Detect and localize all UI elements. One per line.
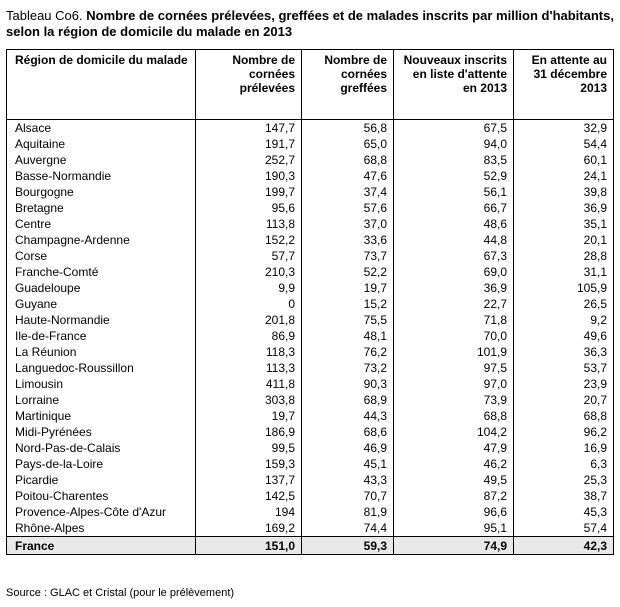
cell-prelevees: 199,7 bbox=[196, 184, 302, 200]
cell-nouveaux-inscrits: 47,9 bbox=[394, 440, 514, 456]
cell-greffees: 48,1 bbox=[302, 328, 394, 344]
cell-en-attente: 9,2 bbox=[514, 312, 614, 328]
cell-nouveaux-inscrits: 96,6 bbox=[394, 504, 514, 520]
table-row bbox=[7, 216, 614, 232]
cell-en-attente: 20,1 bbox=[514, 232, 614, 248]
cell-prelevees: 118,3 bbox=[196, 344, 302, 360]
cell-en-attente: 35,1 bbox=[514, 216, 614, 232]
cell-region: Midi-Pyrénées bbox=[7, 424, 196, 440]
cell-region: Franche-Comté bbox=[7, 264, 196, 280]
total-row bbox=[7, 537, 614, 555]
cell-prelevees: 57,7 bbox=[196, 248, 302, 264]
cell-en-attente: 57,4 bbox=[514, 520, 614, 537]
cell-greffees: 56,8 bbox=[302, 120, 394, 137]
source-note: Source : GLAC et Cristal (pour le prélèvement) bbox=[6, 587, 235, 599]
cell-nouveaux-inscrits: 48,6 bbox=[394, 216, 514, 232]
table-row bbox=[7, 296, 614, 312]
cell-region: Bretagne bbox=[7, 200, 196, 216]
cell-en-attente: 38,7 bbox=[514, 488, 614, 504]
cell-prelevees: 169,2 bbox=[196, 520, 302, 537]
cell-nouveaux-inscrits: 95,1 bbox=[394, 520, 514, 537]
cell-region: Rhône-Alpes bbox=[7, 520, 196, 537]
cell-en-attente: 53,7 bbox=[514, 360, 614, 376]
table-row bbox=[7, 120, 614, 137]
cell-region: Picardie bbox=[7, 472, 196, 488]
cell-greffees: 76,2 bbox=[302, 344, 394, 360]
cell-nouveaux-inscrits: 97,5 bbox=[394, 360, 514, 376]
cell-prelevees: 152,2 bbox=[196, 232, 302, 248]
table-caption bbox=[6, 8, 614, 40]
table-row bbox=[7, 328, 614, 344]
cell-en-attente: 25,3 bbox=[514, 472, 614, 488]
cell-prelevees: 19,7 bbox=[196, 408, 302, 424]
cell-prelevees: 113,3 bbox=[196, 360, 302, 376]
cell-greffees: 68,6 bbox=[302, 424, 394, 440]
cell-nouveaux-inscrits: 83,5 bbox=[394, 152, 514, 168]
cell-prelevees: 147,7 bbox=[196, 120, 302, 137]
cell-region: Alsace bbox=[7, 120, 196, 137]
cell-greffees: 43,3 bbox=[302, 472, 394, 488]
total-cell-en-attente: 42,3 bbox=[514, 537, 614, 555]
cell-prelevees: 86,9 bbox=[196, 328, 302, 344]
cell-prelevees: 252,7 bbox=[196, 152, 302, 168]
cell-en-attente: 23,9 bbox=[514, 376, 614, 392]
cell-nouveaux-inscrits: 22,7 bbox=[394, 296, 514, 312]
table-row bbox=[7, 312, 614, 328]
cell-region: Martinique bbox=[7, 408, 196, 424]
cell-nouveaux-inscrits: 68,8 bbox=[394, 408, 514, 424]
cell-en-attente: 68,8 bbox=[514, 408, 614, 424]
cell-prelevees: 201,8 bbox=[196, 312, 302, 328]
cell-region: Aquitaine bbox=[7, 136, 196, 152]
cell-prelevees: 99,5 bbox=[196, 440, 302, 456]
cell-region: Limousin bbox=[7, 376, 196, 392]
cell-greffees: 73,2 bbox=[302, 360, 394, 376]
table-row bbox=[7, 168, 614, 184]
cell-nouveaux-inscrits: 87,2 bbox=[394, 488, 514, 504]
cell-greffees: 75,5 bbox=[302, 312, 394, 328]
table-row bbox=[7, 344, 614, 360]
header-en-attente: En attente au 31 décembre 2013 bbox=[514, 50, 614, 120]
cell-nouveaux-inscrits: 56,1 bbox=[394, 184, 514, 200]
cell-en-attente: 26,5 bbox=[514, 296, 614, 312]
cell-en-attente: 96,2 bbox=[514, 424, 614, 440]
cell-en-attente: 36,3 bbox=[514, 344, 614, 360]
cell-prelevees: 159,3 bbox=[196, 456, 302, 472]
cell-prelevees: 142,5 bbox=[196, 488, 302, 504]
cell-nouveaux-inscrits: 97,0 bbox=[394, 376, 514, 392]
cell-greffees: 52,2 bbox=[302, 264, 394, 280]
table-row bbox=[7, 136, 614, 152]
cell-nouveaux-inscrits: 46,2 bbox=[394, 456, 514, 472]
table-row bbox=[7, 376, 614, 392]
cell-prelevees: 191,7 bbox=[196, 136, 302, 152]
cell-prelevees: 210,3 bbox=[196, 264, 302, 280]
cell-greffees: 68,9 bbox=[302, 392, 394, 408]
table-row bbox=[7, 360, 614, 376]
cell-region: Lorraine bbox=[7, 392, 196, 408]
cell-prelevees: 113,8 bbox=[196, 216, 302, 232]
cell-nouveaux-inscrits: 36,9 bbox=[394, 280, 514, 296]
header-row bbox=[7, 50, 614, 120]
total-cell-nouveaux-inscrits: 74,9 bbox=[394, 537, 514, 555]
cell-prelevees: 137,7 bbox=[196, 472, 302, 488]
cell-prelevees: 9,9 bbox=[196, 280, 302, 296]
cell-en-attente: 45,3 bbox=[514, 504, 614, 520]
cell-greffees: 37,4 bbox=[302, 184, 394, 200]
cell-nouveaux-inscrits: 73,9 bbox=[394, 392, 514, 408]
table-row bbox=[7, 200, 614, 216]
cell-region: Pays-de-la-Loire bbox=[7, 456, 196, 472]
table-row bbox=[7, 232, 614, 248]
cell-en-attente: 60,1 bbox=[514, 152, 614, 168]
cell-greffees: 73,7 bbox=[302, 248, 394, 264]
cell-nouveaux-inscrits: 71,8 bbox=[394, 312, 514, 328]
table-row bbox=[7, 488, 614, 504]
cell-region: Guyane bbox=[7, 296, 196, 312]
cell-en-attente: 32,9 bbox=[514, 120, 614, 137]
cell-en-attente: 24,1 bbox=[514, 168, 614, 184]
cell-nouveaux-inscrits: 101,9 bbox=[394, 344, 514, 360]
cell-region: Haute-Normandie bbox=[7, 312, 196, 328]
cell-region: Provence-Alpes-Côte d'Azur bbox=[7, 504, 196, 520]
cell-en-attente: 39,8 bbox=[514, 184, 614, 200]
cell-nouveaux-inscrits: 69,0 bbox=[394, 264, 514, 280]
cell-prelevees: 194 bbox=[196, 504, 302, 520]
cell-nouveaux-inscrits: 44,8 bbox=[394, 232, 514, 248]
cell-region: Languedoc-Roussillon bbox=[7, 360, 196, 376]
cell-greffees: 47,6 bbox=[302, 168, 394, 184]
caption-label: Tableau Co6. bbox=[6, 8, 83, 23]
cell-region: Ile-de-France bbox=[7, 328, 196, 344]
header-region: Région de domicile du malade bbox=[7, 50, 196, 120]
table-body bbox=[7, 120, 614, 555]
cell-greffees: 65,0 bbox=[302, 136, 394, 152]
cell-region: Basse-Normandie bbox=[7, 168, 196, 184]
data-table bbox=[6, 49, 614, 555]
cell-region: La Réunion bbox=[7, 344, 196, 360]
table-row bbox=[7, 264, 614, 280]
cell-prelevees: 0 bbox=[196, 296, 302, 312]
table-row bbox=[7, 392, 614, 408]
cell-greffees: 90,3 bbox=[302, 376, 394, 392]
cell-greffees: 45,1 bbox=[302, 456, 394, 472]
total-cell-greffees: 59,3 bbox=[302, 537, 394, 555]
cell-greffees: 81,9 bbox=[302, 504, 394, 520]
cell-nouveaux-inscrits: 67,5 bbox=[394, 120, 514, 137]
table-row bbox=[7, 520, 614, 537]
cell-en-attente: 16,9 bbox=[514, 440, 614, 456]
cell-nouveaux-inscrits: 49,5 bbox=[394, 472, 514, 488]
cell-nouveaux-inscrits: 67,3 bbox=[394, 248, 514, 264]
cell-nouveaux-inscrits: 52,9 bbox=[394, 168, 514, 184]
cell-region: Champagne-Ardenne bbox=[7, 232, 196, 248]
cell-prelevees: 186,9 bbox=[196, 424, 302, 440]
table-row bbox=[7, 440, 614, 456]
cell-en-attente: 6,3 bbox=[514, 456, 614, 472]
table-row bbox=[7, 472, 614, 488]
total-cell-region: France bbox=[7, 537, 196, 555]
table-row bbox=[7, 424, 614, 440]
cell-greffees: 33,6 bbox=[302, 232, 394, 248]
table-row bbox=[7, 248, 614, 264]
cell-prelevees: 303,8 bbox=[196, 392, 302, 408]
cell-region: Guadeloupe bbox=[7, 280, 196, 296]
cell-nouveaux-inscrits: 70,0 bbox=[394, 328, 514, 344]
total-cell-prelevees: 151,0 bbox=[196, 537, 302, 555]
cell-greffees: 74,4 bbox=[302, 520, 394, 537]
cell-greffees: 15,2 bbox=[302, 296, 394, 312]
cell-en-attente: 105,9 bbox=[514, 280, 614, 296]
cell-greffees: 37,0 bbox=[302, 216, 394, 232]
cell-greffees: 68,8 bbox=[302, 152, 394, 168]
cell-region: Auvergne bbox=[7, 152, 196, 168]
cell-region: Corse bbox=[7, 248, 196, 264]
cell-en-attente: 54,4 bbox=[514, 136, 614, 152]
cell-nouveaux-inscrits: 104,2 bbox=[394, 424, 514, 440]
cell-greffees: 57,6 bbox=[302, 200, 394, 216]
cell-prelevees: 95,6 bbox=[196, 200, 302, 216]
cell-en-attente: 31,1 bbox=[514, 264, 614, 280]
cell-en-attente: 28,8 bbox=[514, 248, 614, 264]
cell-prelevees: 411,8 bbox=[196, 376, 302, 392]
cell-region: Poitou-Charentes bbox=[7, 488, 196, 504]
cell-en-attente: 49,6 bbox=[514, 328, 614, 344]
cell-greffees: 70,7 bbox=[302, 488, 394, 504]
header-prelevees: Nombre de cornées prélevées bbox=[196, 50, 302, 120]
table-row bbox=[7, 184, 614, 200]
table-row bbox=[7, 408, 614, 424]
header-nouveaux-inscrits: Nouveaux inscrits en liste d'attente en 2013 bbox=[394, 50, 514, 120]
table-row bbox=[7, 280, 614, 296]
cell-prelevees: 190,3 bbox=[196, 168, 302, 184]
cell-greffees: 19,7 bbox=[302, 280, 394, 296]
cell-en-attente: 36,9 bbox=[514, 200, 614, 216]
table-row bbox=[7, 152, 614, 168]
cell-greffees: 46,9 bbox=[302, 440, 394, 456]
table-row bbox=[7, 504, 614, 520]
caption-title: Nombre de cornées prélevées, greffées et de malades inscrits par million d'habitants, selon la région de domicile du malade en 2013 bbox=[6, 8, 614, 39]
cell-region: Centre bbox=[7, 216, 196, 232]
cell-nouveaux-inscrits: 94,0 bbox=[394, 136, 514, 152]
table-row bbox=[7, 456, 614, 472]
cell-greffees: 44,3 bbox=[302, 408, 394, 424]
header-greffees: Nombre de cornées greffées bbox=[302, 50, 394, 120]
cell-region: Bourgogne bbox=[7, 184, 196, 200]
cell-region: Nord-Pas-de-Calais bbox=[7, 440, 196, 456]
cell-nouveaux-inscrits: 66,7 bbox=[394, 200, 514, 216]
cell-en-attente: 20,7 bbox=[514, 392, 614, 408]
